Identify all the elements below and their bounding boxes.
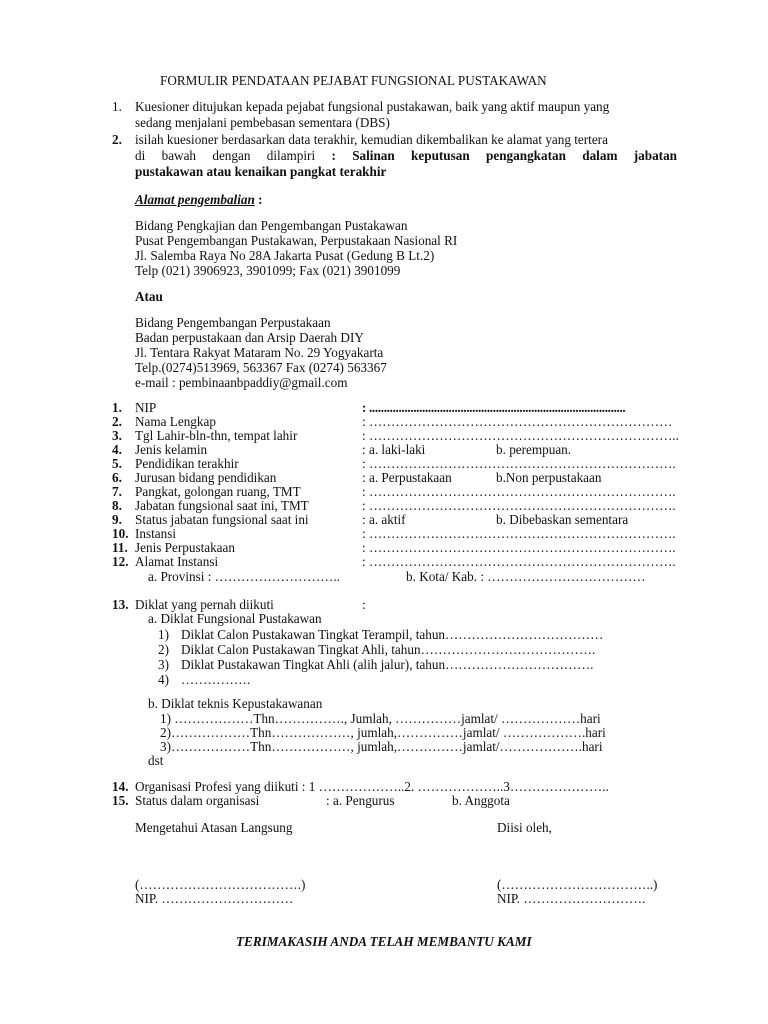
field-number: 1. xyxy=(112,400,122,415)
field-blank-birth[interactable]: : …………………………………………………………….. xyxy=(362,428,679,443)
training-item[interactable]: Diklat Pustakawan Tingkat Ahli (alih jalur), tahun……………………………. xyxy=(181,657,594,672)
training-label: Diklat yang pernah diikuti xyxy=(135,597,274,612)
field-number: 6. xyxy=(112,470,122,485)
field-number: 9. xyxy=(112,512,122,527)
field-number: 15. xyxy=(112,793,129,808)
list-number: 4) xyxy=(158,672,169,687)
field-number: 12. xyxy=(112,554,129,569)
or-label: Atau xyxy=(135,289,163,304)
list-number: 3) xyxy=(158,657,169,672)
page-title: FORMULIR PENDATAAN PEJABAT FUNGSIONAL PUSTAKAWAN xyxy=(160,73,547,88)
org-option-member[interactable]: b. Anggota xyxy=(452,793,510,808)
field-label-birth: Tgl Lahir-bln-thn, tempat lahir xyxy=(135,428,298,443)
training-item[interactable]: Diklat Calon Pustakawan Tingkat Ahli, tahun…………………………………. xyxy=(181,642,596,657)
signature-right-name[interactable]: (……………………………..) xyxy=(497,877,658,892)
instruction-text: di bawah dengan dilampiri xyxy=(135,148,316,163)
thank-you-footer: TERIMAKASIH ANDA TELAH MEMBANTU KAMI xyxy=(236,934,532,949)
signature-left-title: Mengetahui Atasan Langsung xyxy=(135,820,293,835)
field-blank-rank[interactable]: : ……………………………………………………………. xyxy=(362,484,676,499)
instruction-number: 1. xyxy=(112,99,122,114)
field-blank-position[interactable]: : ……………………………………………………………. xyxy=(362,498,676,513)
technical-training-row[interactable]: 1) ………………Thn……………., Jumlah, ……………jamlat/ ………………hari xyxy=(160,711,601,726)
field-label-major: Jurusan bidang pendidikan xyxy=(135,470,277,485)
field-blank-full-name[interactable]: : …………………………………………………………… xyxy=(362,414,673,429)
gender-option-male[interactable]: : a. laki-laki xyxy=(362,442,426,457)
address-line: Bidang Pengkajian dan Pengembangan Pustakawan xyxy=(135,218,408,233)
field-label-institution-address: Alamat Instansi xyxy=(135,554,219,569)
field-label-nip: NIP xyxy=(135,400,157,415)
attachment-note: : Salinan keputusan pengangkatan dalam jabatan xyxy=(331,148,678,163)
field-label-full-name: Nama Lengkap xyxy=(135,414,216,429)
technical-training-row[interactable]: 2)………………Thn………………, jumlah,……………jamlat/ ……………….hari xyxy=(160,725,606,740)
field-number: 14. xyxy=(112,779,129,794)
email-line: e-mail : pembinaanbpaddiy@gmail.com xyxy=(135,375,348,390)
field-blank-institution[interactable]: : ……………………………………………………………. xyxy=(362,526,676,541)
field-number: 8. xyxy=(112,498,122,513)
field-blank-city[interactable]: b. Kota/ Kab. : ……………………………… xyxy=(406,569,646,584)
list-number: 2) xyxy=(158,642,169,657)
status-option-active[interactable]: : a. aktif xyxy=(362,512,406,527)
return-address-heading xyxy=(135,192,263,207)
field-blank-library-type[interactable]: : ……………………………………………………………. xyxy=(362,540,676,555)
instruction-line: sedang menjalani pembebasan sementara (DBS) xyxy=(135,115,390,130)
address-line: Pusat Pengembangan Pustakawan, Perpustakaan Nasional RI xyxy=(135,233,458,248)
address-line: Badan perpustakaan dan Arsip Daerah DIY xyxy=(135,330,364,345)
return-address-label: Alamat pengembalian xyxy=(135,192,255,207)
field-label-education: Pendidikan terakhir xyxy=(135,456,239,471)
signature-right-nip[interactable]: NIP. ………………………. xyxy=(497,891,646,906)
field-number: 11. xyxy=(112,540,128,555)
status-option-released[interactable]: b. Dibebaskan sementara xyxy=(496,512,629,527)
field-number: 2. xyxy=(112,414,122,429)
field-label-status: Status jabatan fungsional saat ini xyxy=(135,512,309,527)
attachment-note-continued: pustakawan atau kenaikan pangkat terakhir xyxy=(135,164,387,179)
address-line: Telp (021) 3906923, 3901099; Fax (021) 3901099 xyxy=(135,263,401,278)
address-line: Bidang Pengembangan Perpustakaan xyxy=(135,315,331,330)
functional-training-heading: a. Diklat Fungsional Pustakawan xyxy=(148,611,322,626)
field-label-gender: Jenis kelamin xyxy=(135,442,208,457)
field-blank-institution-address[interactable]: : ……………………………………………………………. xyxy=(362,554,676,569)
field-blank-nip[interactable]: : ....................................................................................... xyxy=(362,400,626,415)
field-number: 4. xyxy=(112,442,122,457)
technical-training-row[interactable]: 3)………………Thn………………, jumlah,……………jamlat/……………….hari xyxy=(160,739,603,754)
etc-label: dst xyxy=(148,753,164,768)
major-option-non-library[interactable]: b.Non perpustakaan xyxy=(496,470,602,485)
signature-left-nip[interactable]: NIP. ………………………… xyxy=(135,891,294,906)
field-number: 5. xyxy=(112,456,122,471)
training-colon: : xyxy=(362,597,366,612)
field-number: 3. xyxy=(112,428,122,443)
field-number: 13. xyxy=(112,597,129,612)
instruction-line xyxy=(135,148,677,163)
field-label-position: Jabatan fungsional saat ini, TMT xyxy=(135,498,309,513)
field-blank-province[interactable]: a. Provinsi : ……………………….. xyxy=(148,569,340,584)
instruction-line: Kuesioner ditujukan kepada pejabat fungsional pustakawan, baik yang aktif maupun yang xyxy=(135,99,610,114)
signature-left-name[interactable]: (……………………………….) xyxy=(135,877,306,892)
address-line: Jl. Tentara Rakyat Mataram No. 29 Yogyakarta xyxy=(135,345,384,360)
training-item[interactable]: ……………. xyxy=(181,672,251,687)
field-number: 10. xyxy=(112,526,129,541)
field-label-library-type: Jenis Perpustakaan xyxy=(135,540,235,555)
field-label-institution: Instansi xyxy=(135,526,177,541)
field-organisation[interactable]: Organisasi Profesi yang diikuti : 1 ………………..2. ………………..3………………….. xyxy=(135,779,609,794)
field-number: 7. xyxy=(112,484,122,499)
field-blank-education[interactable]: : ……………………………………………………………. xyxy=(362,456,676,471)
list-number: 1) xyxy=(158,627,169,642)
training-item[interactable]: Diklat Calon Pustakawan Tingkat Terampil, tahun……………………………… xyxy=(181,627,604,642)
org-option-board[interactable]: : a. Pengurus xyxy=(326,793,395,808)
field-label-org-status: Status dalam organisasi xyxy=(135,793,260,808)
address-line: Jl. Salemba Raya No 28A Jakarta Pusat (Gedung B Lt.2) xyxy=(135,248,435,263)
technical-training-heading: b. Diklat teknis Kepustakawanan xyxy=(148,696,323,711)
field-label-rank: Pangkat, golongan ruang, TMT xyxy=(135,484,301,499)
gender-option-female[interactable]: b. perempuan. xyxy=(496,442,572,457)
major-option-library[interactable]: : a. Perpustakaan xyxy=(362,470,452,485)
instruction-line: isilah kuesioner berdasarkan data terakhir, kemudian dikembalikan ke alamat yang tertera xyxy=(135,132,608,147)
heading-colon: : xyxy=(258,192,263,207)
signature-right-title: Diisi oleh, xyxy=(497,820,552,835)
instruction-number: 2. xyxy=(112,132,122,147)
address-line: Telp.(0274)513969, 563367 Fax (0274) 563367 xyxy=(135,360,387,375)
